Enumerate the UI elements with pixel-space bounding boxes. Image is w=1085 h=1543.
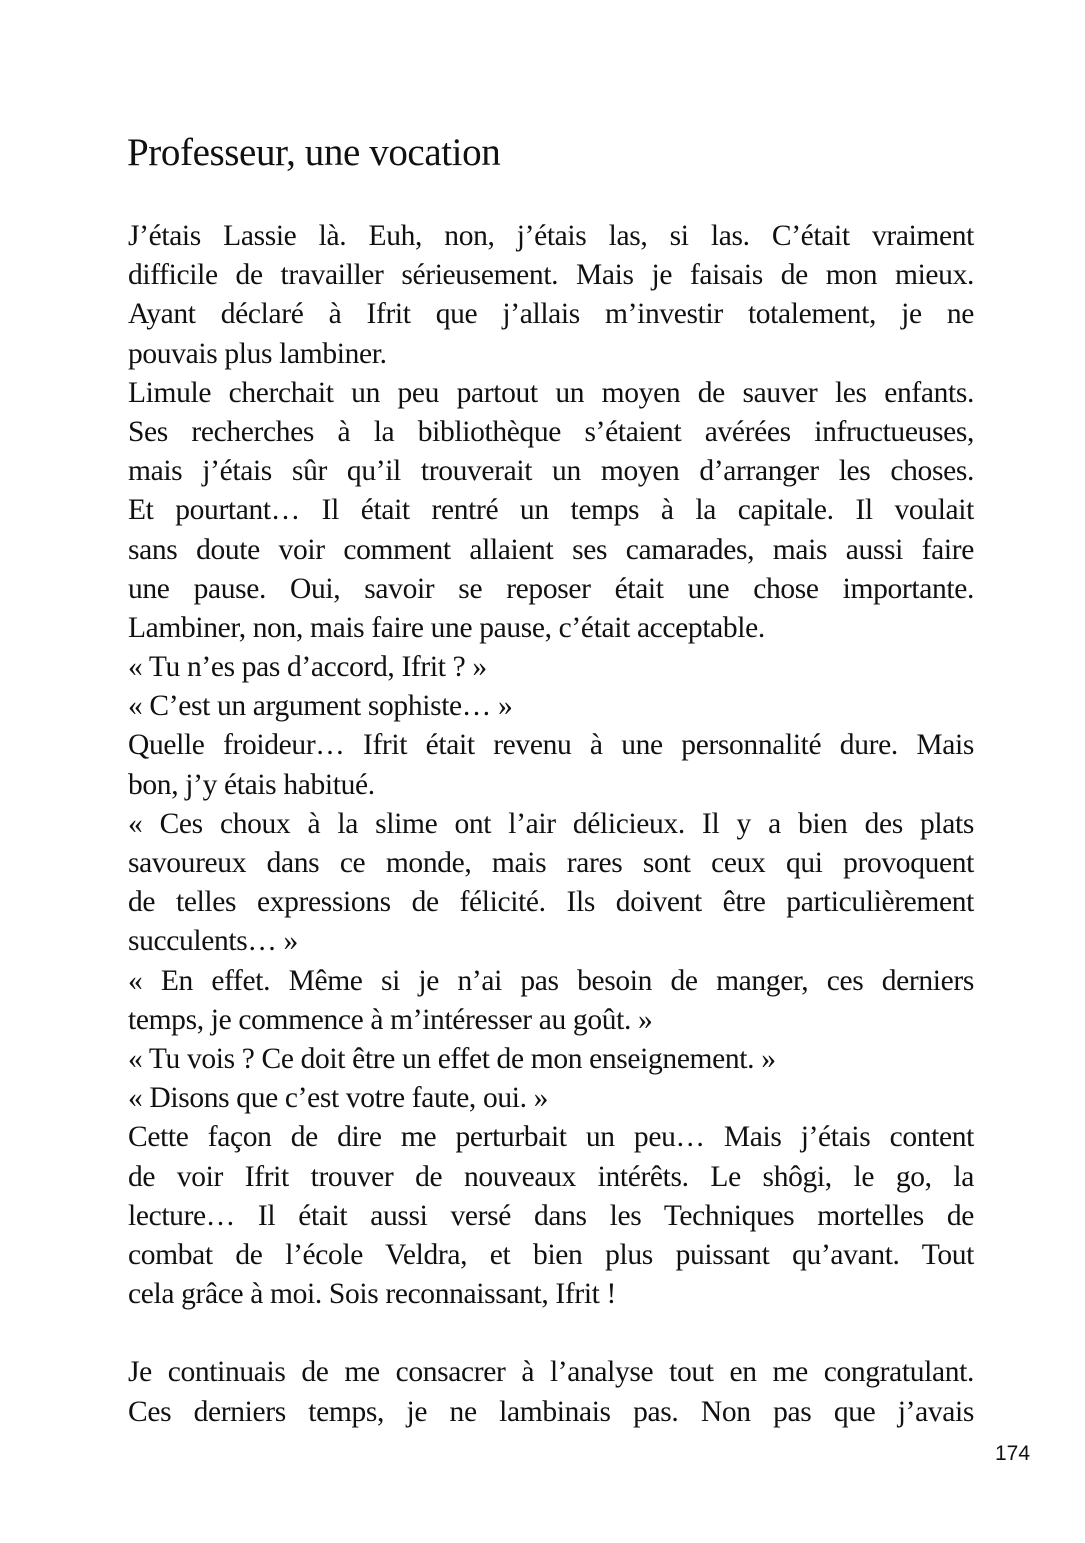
- text-line: Quelle froideur… Ifrit était revenu à une personnalité dure. Mais: [128, 729, 974, 762]
- chapter-title: Professeur, une vocation: [127, 131, 501, 174]
- text-line: « En effet. Même si je n’ai pas besoin de manger, ces derniers: [128, 964, 974, 997]
- text-line: Lambiner, non, mais faire une pause, c’était acceptable.: [128, 611, 765, 644]
- text-line: Je continuais de me consacrer à l’analyse tout en me congratulant.: [128, 1356, 974, 1389]
- text-line: mais j’étais sûr qu’il trouverait un moyen d’arranger les choses.: [128, 455, 974, 488]
- text-line: bon, j’y étais habitué.: [128, 768, 375, 801]
- text-line: difficile de travailler sérieusement. Mais je faisais de mon mieux.: [128, 259, 974, 292]
- text-line: sans doute voir comment allaient ses camarades, mais aussi faire: [128, 533, 974, 566]
- text-line: Et pourtant… Il était rentré un temps à la capitale. Il voulait: [128, 494, 974, 527]
- text-line: savoureux dans ce monde, mais rares sont ceux qui provoquent: [128, 847, 974, 879]
- text-line: pouvais plus lambiner.: [128, 337, 387, 370]
- text-line: une pause. Oui, savoir se reposer était une chose importante.: [128, 572, 974, 605]
- text-line: temps, je commence à m’intéresser au goût. »: [128, 1003, 653, 1036]
- text-line: J’étais Lassie là. Euh, non, j’étais las, si las. C’était vraiment: [128, 220, 974, 252]
- text-line: « Disons que c’est votre faute, oui. »: [128, 1082, 549, 1115]
- text-line: Cette façon de dire me perturbait un peu… Mais j’étais content: [128, 1121, 974, 1154]
- text-line: Ses recherches à la bibliothèque s’étaient avérées infructueuses,: [128, 415, 974, 448]
- text-line: de voir Ifrit trouver de nouveaux intérêts. Le shôgi, le go, la: [128, 1160, 974, 1193]
- text-line: lecture… Il était aussi versé dans les Techniques mortelles de: [128, 1199, 974, 1232]
- text-line: « Ces choux à la slime ont l’air délicieux. Il y a bien des plats: [128, 807, 974, 840]
- text-line: Limule cherchait un peu partout un moyen de sauver les enfants.: [128, 376, 974, 409]
- text-line: Ces derniers temps, je ne lambinais pas. Non pas que j’avais: [128, 1395, 974, 1428]
- paragraph-2: [128, 1353, 974, 1431]
- text-line: « Tu n’es pas d’accord, Ifrit ? »: [128, 651, 487, 684]
- text-line: de telles expressions de félicité. Ils doivent être particulièrement: [128, 886, 974, 919]
- text-line: combat de l’école Veldra, et bien plus puissant qu’avant. Tout: [128, 1238, 974, 1271]
- paragraph-1: [128, 217, 974, 1314]
- text-line: succulents… »: [128, 925, 298, 958]
- text-line: cela grâce à moi. Sois reconnaissant, Ifrit !: [128, 1278, 617, 1311]
- page-number: 174: [995, 1442, 1031, 1465]
- text-line: « C’est un argument sophiste… »: [128, 690, 513, 723]
- paragraph-gap: [128, 1314, 974, 1353]
- text-line: Ayant déclaré à Ifrit que j’allais m’investir totalement, je ne: [128, 298, 974, 331]
- text-line: « Tu vois ? Ce doit être un effet de mon enseignement. »: [128, 1042, 776, 1075]
- body-text: [128, 217, 974, 1432]
